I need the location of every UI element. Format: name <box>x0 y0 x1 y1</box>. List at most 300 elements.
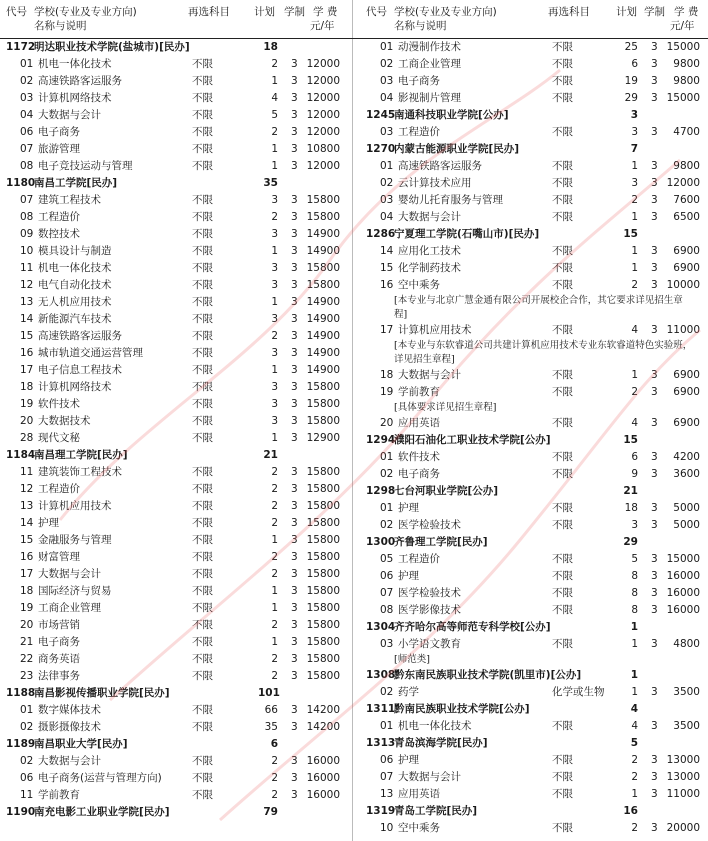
major-code: 06 <box>20 126 34 138</box>
institution-code: 1180 <box>6 177 36 189</box>
institution-plan: 35 <box>263 177 278 189</box>
subject-requirement: 不限 <box>192 228 213 240</box>
plan-count: 2 <box>271 58 278 70</box>
major-row <box>354 73 708 90</box>
subject-requirement: 不限 <box>192 704 213 716</box>
tuition-fee: 12900 <box>306 432 340 444</box>
subject-requirement: 不限 <box>552 468 573 480</box>
major-code: 18 <box>20 585 34 597</box>
institution-name: 齐鲁理工学院[民办] <box>394 536 488 548</box>
major-code: 02 <box>380 468 394 480</box>
study-years: 3 <box>291 789 298 801</box>
plan-count: 2 <box>631 822 638 834</box>
major-code: 15 <box>380 262 394 274</box>
major-name: 法律事务 <box>38 670 80 682</box>
major-code: 18 <box>380 369 394 381</box>
major-code: 12 <box>20 279 34 291</box>
study-years: 3 <box>291 755 298 767</box>
major-code: 01 <box>20 704 34 716</box>
subject-requirement: 不限 <box>192 721 213 733</box>
institution-name: 内蒙古能源职业学院[民办] <box>394 143 520 155</box>
major-code: 05 <box>380 553 394 565</box>
subject-requirement: 不限 <box>552 211 573 223</box>
study-years: 3 <box>291 517 298 529</box>
study-years: 3 <box>291 160 298 172</box>
major-row <box>0 702 354 719</box>
major-code: 07 <box>20 194 34 206</box>
tuition-fee: 14900 <box>306 313 340 325</box>
institution-row <box>0 447 354 464</box>
tuition-fee: 4800 <box>673 638 700 650</box>
institution-row <box>0 39 354 56</box>
tuition-fee: 14200 <box>306 721 340 733</box>
subject-requirement: 不限 <box>192 92 213 104</box>
plan-count: 1 <box>271 585 278 597</box>
institution-name: 南昌影视传播职业学院[民办] <box>34 687 170 699</box>
subject-requirement: 不限 <box>192 466 213 478</box>
major-name: 电子商务 <box>38 126 80 138</box>
major-row <box>0 566 354 583</box>
major-code: 04 <box>380 92 394 104</box>
study-years: 3 <box>291 347 298 359</box>
tuition-fee: 12000 <box>306 58 340 70</box>
subject-requirement: 不限 <box>192 160 213 172</box>
tuition-fee: 14900 <box>306 228 340 240</box>
study-years: 3 <box>651 570 658 582</box>
subject-requirement: 不限 <box>552 279 573 291</box>
major-row <box>354 175 708 192</box>
institution-name: 明达职业技术学院(盐城市)[民办] <box>34 41 190 53</box>
tuition-fee: 15800 <box>306 653 340 665</box>
major-name: 小学语文教育 <box>398 638 461 650</box>
institution-code: 1189 <box>6 738 36 750</box>
major-code: 11 <box>20 789 34 801</box>
plan-count: 25 <box>624 41 638 53</box>
header-subject: 再选科目 <box>188 6 230 18</box>
plan-count: 1 <box>271 143 278 155</box>
tuition-fee: 15800 <box>306 262 340 274</box>
institution-plan: 21 <box>623 485 638 497</box>
institution-name: 濮阳石油化工职业技术学院[公办] <box>394 434 551 446</box>
subject-requirement: 不限 <box>192 313 213 325</box>
major-row <box>0 651 354 668</box>
study-years: 3 <box>291 415 298 427</box>
tuition-fee: 12000 <box>306 109 340 121</box>
major-row <box>0 617 354 634</box>
tuition-fee: 9800 <box>673 75 700 87</box>
tuition-fee: 15800 <box>306 398 340 410</box>
major-name: 空中乘务 <box>398 279 440 291</box>
plan-count: 2 <box>271 670 278 682</box>
major-row <box>354 820 708 837</box>
institution-code: 1294 <box>366 434 396 446</box>
major-name: 机电一体化技术 <box>398 720 472 732</box>
institution-row <box>0 685 354 702</box>
major-name: 机电一体化技术 <box>38 262 112 274</box>
institution-code: 1298 <box>366 485 396 497</box>
institution-name: 七台河职业学院[公办] <box>394 485 499 497</box>
institution-code: 1311 <box>366 703 396 715</box>
major-code: 20 <box>20 619 34 631</box>
header-fee: 学 费 <box>313 6 338 18</box>
major-note <box>354 339 708 367</box>
subject-requirement: 不限 <box>552 451 573 463</box>
study-years: 3 <box>651 754 658 766</box>
right-table-body <box>354 39 708 837</box>
study-years: 3 <box>651 771 658 783</box>
subject-requirement: 不限 <box>552 324 573 336</box>
major-row <box>0 158 354 175</box>
study-years: 3 <box>291 466 298 478</box>
plan-count: 2 <box>631 771 638 783</box>
tuition-fee: 12000 <box>666 177 700 189</box>
major-code: 22 <box>20 653 34 665</box>
study-years: 3 <box>651 324 658 336</box>
plan-count: 1 <box>271 432 278 444</box>
tuition-fee: 15800 <box>306 534 340 546</box>
major-code: 08 <box>20 211 34 223</box>
major-code: 01 <box>380 451 394 463</box>
subject-requirement: 不限 <box>552 41 573 53</box>
study-years: 3 <box>291 109 298 121</box>
subject-requirement: 不限 <box>192 58 213 70</box>
tuition-fee: 15800 <box>306 670 340 682</box>
study-years: 3 <box>291 279 298 291</box>
major-name: 护理 <box>398 570 419 582</box>
major-name: 应用化工技术 <box>398 245 461 257</box>
institution-plan: 7 <box>630 143 638 155</box>
subject-requirement: 不限 <box>192 568 213 580</box>
institution-code: 1184 <box>6 449 36 461</box>
plan-count: 4 <box>631 417 638 429</box>
plan-count: 2 <box>271 568 278 580</box>
major-row <box>0 294 354 311</box>
tuition-fee: 15800 <box>306 211 340 223</box>
institution-row <box>354 803 708 820</box>
major-code: 16 <box>20 347 34 359</box>
tuition-fee: 10000 <box>666 279 700 291</box>
tuition-fee: 10800 <box>306 143 340 155</box>
subject-requirement: 不限 <box>192 755 213 767</box>
plan-count: 3 <box>271 415 278 427</box>
institution-name: 青岛工学院[民办] <box>394 805 478 817</box>
institution-row <box>0 175 354 192</box>
major-row <box>354 209 708 226</box>
major-code: 02 <box>20 721 34 733</box>
major-note <box>354 294 708 322</box>
study-years: 3 <box>291 483 298 495</box>
major-name: 应用英语 <box>398 417 440 429</box>
institution-name: 南充电影工业职业学院[民办] <box>34 806 170 818</box>
major-row <box>354 124 708 141</box>
institution-plan: 3 <box>630 109 638 121</box>
subject-requirement: 不限 <box>552 262 573 274</box>
major-row <box>354 384 708 401</box>
plan-count: 2 <box>271 772 278 784</box>
plan-count: 2 <box>271 500 278 512</box>
major-name: 大数据与会计 <box>398 771 461 783</box>
institution-name: 南昌职业大学[民办] <box>34 738 128 750</box>
institution-code: 1190 <box>6 806 36 818</box>
major-row <box>354 39 708 56</box>
institution-row <box>354 735 708 752</box>
subject-requirement: 不限 <box>192 398 213 410</box>
major-code: 11 <box>20 466 34 478</box>
plan-count: 5 <box>271 109 278 121</box>
subject-requirement: 不限 <box>192 211 213 223</box>
plan-count: 1 <box>271 160 278 172</box>
plan-count: 3 <box>271 381 278 393</box>
institution-plan: 15 <box>623 228 638 240</box>
plan-count: 4 <box>631 720 638 732</box>
plan-count: 2 <box>271 789 278 801</box>
header-plan: 计划 <box>254 6 275 18</box>
major-name: 财富管理 <box>38 551 80 563</box>
study-years: 3 <box>651 720 658 732</box>
major-code: 17 <box>20 568 34 580</box>
major-code: 02 <box>380 519 394 531</box>
major-code: 12 <box>20 483 34 495</box>
major-code: 20 <box>20 415 34 427</box>
subject-requirement: 不限 <box>552 417 573 429</box>
major-row <box>0 124 354 141</box>
major-row <box>354 415 708 432</box>
subject-requirement: 不限 <box>552 771 573 783</box>
header-school: 学校(专业及专业方向) <box>34 6 137 18</box>
plan-count: 2 <box>271 755 278 767</box>
study-years: 3 <box>291 398 298 410</box>
tuition-fee: 15800 <box>306 500 340 512</box>
major-row <box>0 141 354 158</box>
study-years: 3 <box>651 638 658 650</box>
study-years: 3 <box>651 262 658 274</box>
institution-row <box>354 107 708 124</box>
major-code: 14 <box>20 313 34 325</box>
subject-requirement: 不限 <box>192 670 213 682</box>
major-row <box>354 90 708 107</box>
subject-requirement: 不限 <box>192 534 213 546</box>
study-years: 3 <box>651 211 658 223</box>
plan-count: 3 <box>271 398 278 410</box>
tuition-fee: 14200 <box>306 704 340 716</box>
major-name: 建筑装饰工程技术 <box>38 466 122 478</box>
major-code: 16 <box>20 551 34 563</box>
plan-count: 9 <box>631 468 638 480</box>
major-row <box>0 90 354 107</box>
tuition-fee: 6900 <box>673 262 700 274</box>
left-column <box>0 0 354 821</box>
plan-count: 2 <box>631 194 638 206</box>
subject-requirement: 不限 <box>552 788 573 800</box>
institution-code: 1304 <box>366 621 396 633</box>
institution-plan: 15 <box>623 434 638 446</box>
plan-count: 66 <box>264 704 278 716</box>
major-row <box>354 752 708 769</box>
major-note <box>354 653 708 667</box>
major-code: 02 <box>380 177 394 189</box>
plan-count: 8 <box>631 587 638 599</box>
plan-count: 1 <box>631 788 638 800</box>
study-years: 3 <box>291 653 298 665</box>
major-row <box>354 636 708 653</box>
major-row <box>0 379 354 396</box>
plan-count: 2 <box>271 653 278 665</box>
header-subject: 再选科目 <box>548 6 590 18</box>
subject-requirement: 不限 <box>552 587 573 599</box>
institution-code: 1313 <box>366 737 396 749</box>
major-code: 23 <box>20 670 34 682</box>
institution-plan: 21 <box>263 449 278 461</box>
tuition-fee: 6900 <box>673 245 700 257</box>
subject-requirement: 不限 <box>192 483 213 495</box>
major-code: 03 <box>20 92 34 104</box>
tuition-fee: 12000 <box>306 75 340 87</box>
major-row <box>0 345 354 362</box>
major-code: 04 <box>380 211 394 223</box>
tuition-fee: 15000 <box>666 92 700 104</box>
major-row <box>354 718 708 735</box>
plan-count: 2 <box>631 279 638 291</box>
plan-count: 3 <box>271 279 278 291</box>
plan-count: 3 <box>631 126 638 138</box>
study-years: 3 <box>291 585 298 597</box>
study-years: 3 <box>651 75 658 87</box>
major-code: 10 <box>380 822 394 834</box>
major-code: 15 <box>20 330 34 342</box>
tuition-fee: 5000 <box>673 502 700 514</box>
major-name: 药学 <box>398 686 419 698</box>
header-plan: 计划 <box>616 6 637 18</box>
subject-requirement: 不限 <box>552 75 573 87</box>
plan-count: 19 <box>624 75 638 87</box>
major-name: 护理 <box>398 754 419 766</box>
major-code: 18 <box>20 381 34 393</box>
major-name: 模具设计与制造 <box>38 245 112 257</box>
tuition-fee: 16000 <box>666 587 700 599</box>
major-name: 新能源汽车技术 <box>38 313 112 325</box>
study-years: 3 <box>651 177 658 189</box>
study-years: 3 <box>291 194 298 206</box>
note-text: [本专业与东软睿道公司共建计算机应用技术专业东软睿道特色实验班，详见招生章程] <box>394 340 693 365</box>
subject-requirement: 不限 <box>552 604 573 616</box>
study-years: 3 <box>291 721 298 733</box>
study-years: 3 <box>291 670 298 682</box>
subject-requirement: 不限 <box>192 330 213 342</box>
subject-requirement: 化学或生物 <box>552 686 605 698</box>
major-row <box>0 260 354 277</box>
subject-requirement: 不限 <box>552 502 573 514</box>
institution-code: 1188 <box>6 687 36 699</box>
major-code: 19 <box>380 386 394 398</box>
major-code: 04 <box>20 109 34 121</box>
institution-name: 齐齐哈尔高等师范专科学校[公办] <box>394 621 551 633</box>
major-name: 无人机应用技术 <box>38 296 112 308</box>
major-name: 医学检验技术 <box>398 587 461 599</box>
plan-count: 1 <box>271 245 278 257</box>
study-years: 3 <box>651 788 658 800</box>
major-code: 02 <box>380 58 394 70</box>
plan-count: 1 <box>631 245 638 257</box>
major-row <box>354 367 708 384</box>
major-name: 大数据与会计 <box>38 755 101 767</box>
institution-plan: 79 <box>263 806 278 818</box>
tuition-fee: 15800 <box>306 636 340 648</box>
major-row <box>0 583 354 600</box>
major-name: 计算机应用技术 <box>38 500 112 512</box>
tuition-fee: 12000 <box>306 160 340 172</box>
major-code: 20 <box>380 417 394 429</box>
subject-requirement: 不限 <box>192 789 213 801</box>
subject-requirement: 不限 <box>192 602 213 614</box>
institution-name: 青岛滨海学院[民办] <box>394 737 488 749</box>
major-name: 化学制药技术 <box>398 262 461 274</box>
subject-requirement: 不限 <box>552 92 573 104</box>
plan-count: 1 <box>631 686 638 698</box>
tuition-fee: 16000 <box>306 772 340 784</box>
major-code: 06 <box>380 570 394 582</box>
subject-requirement: 不限 <box>552 519 573 531</box>
major-row <box>0 226 354 243</box>
major-row <box>354 585 708 602</box>
study-years: 3 <box>651 126 658 138</box>
plan-count: 3 <box>631 519 638 531</box>
plan-count: 2 <box>271 619 278 631</box>
study-years: 3 <box>291 211 298 223</box>
plan-count: 2 <box>271 466 278 478</box>
tuition-fee: 4200 <box>673 451 700 463</box>
study-years: 3 <box>651 553 658 565</box>
major-row <box>0 498 354 515</box>
major-code: 11 <box>20 262 34 274</box>
plan-count: 5 <box>631 553 638 565</box>
study-years: 3 <box>291 92 298 104</box>
plan-count: 1 <box>271 602 278 614</box>
major-row <box>354 602 708 619</box>
major-code: 06 <box>380 754 394 766</box>
major-name: 工商企业管理 <box>38 602 101 614</box>
subject-requirement: 不限 <box>552 822 573 834</box>
subject-requirement: 不限 <box>192 585 213 597</box>
tuition-fee: 15800 <box>306 279 340 291</box>
major-row <box>0 430 354 447</box>
major-row <box>0 311 354 328</box>
major-row <box>0 532 354 549</box>
header-years: 学制 <box>284 6 305 18</box>
major-name: 摄影摄像技术 <box>38 721 101 733</box>
major-row <box>354 500 708 517</box>
institution-row <box>354 432 708 449</box>
major-row <box>354 551 708 568</box>
major-name: 云计算技术应用 <box>398 177 472 189</box>
plan-count: 3 <box>271 262 278 274</box>
major-code: 13 <box>380 788 394 800</box>
tuition-fee: 6900 <box>673 386 700 398</box>
plan-count: 2 <box>271 551 278 563</box>
plan-count: 2 <box>271 517 278 529</box>
major-name: 市场营销 <box>38 619 80 631</box>
institution-row <box>0 736 354 753</box>
subject-requirement: 不限 <box>552 126 573 138</box>
major-code: 01 <box>380 502 394 514</box>
major-name: 软件技术 <box>398 451 440 463</box>
major-name: 数字媒体技术 <box>38 704 101 716</box>
subject-requirement: 不限 <box>192 296 213 308</box>
note-text: [本专业与北京广慧金通有限公司开展校企合作，其它要求详见招生章程] <box>394 295 683 320</box>
major-code: 01 <box>380 720 394 732</box>
subject-requirement: 不限 <box>192 364 213 376</box>
major-code: 21 <box>20 636 34 648</box>
major-name: 护理 <box>38 517 59 529</box>
